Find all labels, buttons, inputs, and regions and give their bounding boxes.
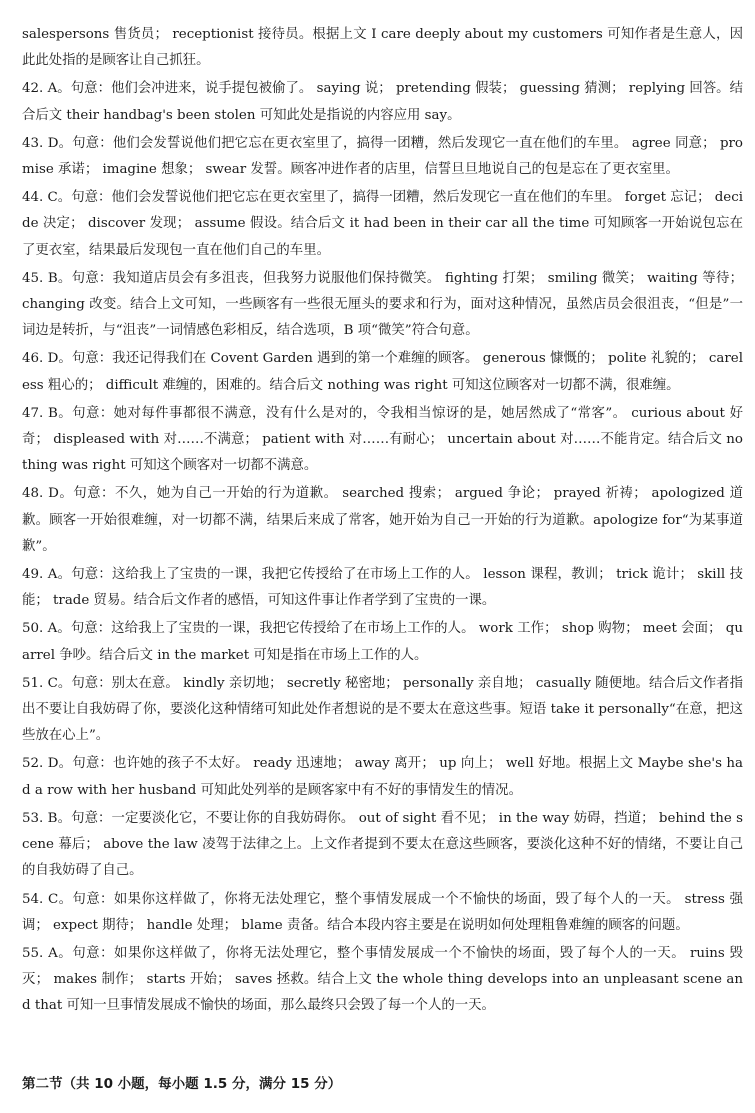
section-title: 第二节（共 10 小题，每小题 1.5 分，满分 15 分）	[22, 1076, 342, 1092]
answer-explanation-47: 47. B。句意：她对每件事都很不满意，没有什么是对的，令我相当惊讶的是，她居然成了“常客”。 curious about 好奇； displeased with 对……不满意； patient with 对……有耐心； uncertain about 对……不能肯定。结合后文 nothing was right 可知这个顾客对一切都不满意。	[22, 405, 743, 474]
answer-explanation-52: 52. D。句意：也许她的孩子不太好。 ready 迅速地； away 离开； up 向上； well 好地。根据上文 Maybe she's had a row with her husband 可知此处列举的是顾客家中有不好的事情发生的情况。	[22, 756, 743, 798]
answer-explanation-46: 46. D。句意：我还记得我们在 Covent Garden 遇到的第一个难缠的顾客。 generous 慷慨的； polite 礼貌的； careless 粗心的； difficult 难缠的，困难的。结合后文 nothing was right 可知这位顾客对一切都不满，很难缠。	[22, 351, 743, 393]
answer-explanation-54: 54. C。句意：如果你这样做了，你将无法处理它，整个事情发展成一个不愉快的场面，毁了每个人的一天。 stress 强调； expect 期待； handle 处理； blame 责备。结合本段内容主要是在说明如何处理粗鲁难缠的顾客的问题。	[22, 891, 743, 933]
answer-explanation-44: 44. C。句意：他们会发誓说他们把它忘在更衣室里了，搞得一团糟，然后发现它一直在他们的车里。 forget 忘记； decide 决定； discover 发现； assume 假设。结合后文 it had been in their car all the time 可知顾客一开始说包忘在了更衣室，结果最后发现包一直在他们自己的车里。	[22, 190, 743, 258]
answer-explanation-48: 48. D。句意：不久，她为自己一开始的行为道歉。 searched 搜索； argued 争论； prayed 祈祷； apologized 道歉。顾客一开始很难缠，对一切都不满，结果后来成了常客，她开始为自己一开始的行为道歉。apologize for“为某事道歉”。	[22, 486, 743, 554]
answer-explanation-55: 55. A。句意：如果你这样做了，你将无法处理它，整个事情发展成一个不愉快的场面，毁了每个人的一天。 ruins 毁灭； makes 制作； starts 开始； saves 拯救。结合上文 the whole thing develops into an unpleasant scene and that 可知一旦事情发展成不愉快的场面，那么最终只会毁了每一个人的一天。	[22, 945, 743, 1014]
answer-explanation-49: 49. A。句意：这给我上了宝贵的一课，我把它传授给了在市场上工作的人。 lesson 课程，教训； trick 诡计； skill 技能； trade 贸易。结合后文作者的感悟，可知这件事让作者学到了宝贵的一课。	[22, 567, 743, 609]
answer-explanation-51: 51. C。句意：别太在意。 kindly 亲切地； secretly 秘密地； personally 亲自地； casually 随便地。结合后文作者指出不要让自我妨碍了你，要淡化这种情绪可知此处作者想说的是不要太在意这些事。短语 take it personally“在意，把这些放在心上”。	[22, 675, 743, 744]
answer-explanation-43: 43. D。句意：他们会发誓说他们把它忘在更衣室里了，搞得一团糟，然后发现它一直在他们的车里。 agree 同意； promise 承诺； imagine 想象； swear 发誓。顾客冲进作者的店里，信誓旦旦地说自己的包是忘在了更衣室里。	[22, 135, 743, 178]
answer-explanation-42: 42. A。句意：他们会冲进来，说手提包被偷了。 saying 说； pretending 假装； guessing 猜测； replying 回答。结合后文 their handbag's been stolen 可知此处是指说的内容应用 say。	[22, 81, 743, 123]
answer-explanation-50: 50. A。句意：这给我上了宝贵的一课，我把它传授给了在市场上工作的人。 work 工作； shop 购物； meet 会面； quarrel 争吵。结合后文 in the market 可知是指在市场上工作的人。	[22, 621, 743, 663]
answer-explanation-45: 45. B。句意：我知道店员会有多沮丧，但我努力说服他们保持微笑。 fighting 打架； smiling 微笑； waiting 等待； changing 改变。结合上文可知，一些顾客有一些很无厘头的要求和行为，面对这种情况，虽然店员会很沮丧，“但是”一词边是转折，与“沮丧”一词情感色彩相反，结合选项，B 项“微笑”符合句意。	[22, 270, 743, 339]
answer-explanation-53: 53. B。句意：一定要淡化它，不要让你的自我妨碍你。 out of sight 看不见； in the way 妨碍，挡道； behind the scene 幕后； above the law 凌驾于法律之上。上文作者提到不要太在意这些顾客，要淡化这种不好的情绪，不要让自己的自我妨碍了自己。	[22, 810, 743, 879]
answer-explanation-41-tail: salespersons 售货员； receptionist 接待员。根据上文 I care deeply about my customers 可知作者是生意人，因此此处指的是顾客让自己抓狂。	[22, 27, 743, 69]
